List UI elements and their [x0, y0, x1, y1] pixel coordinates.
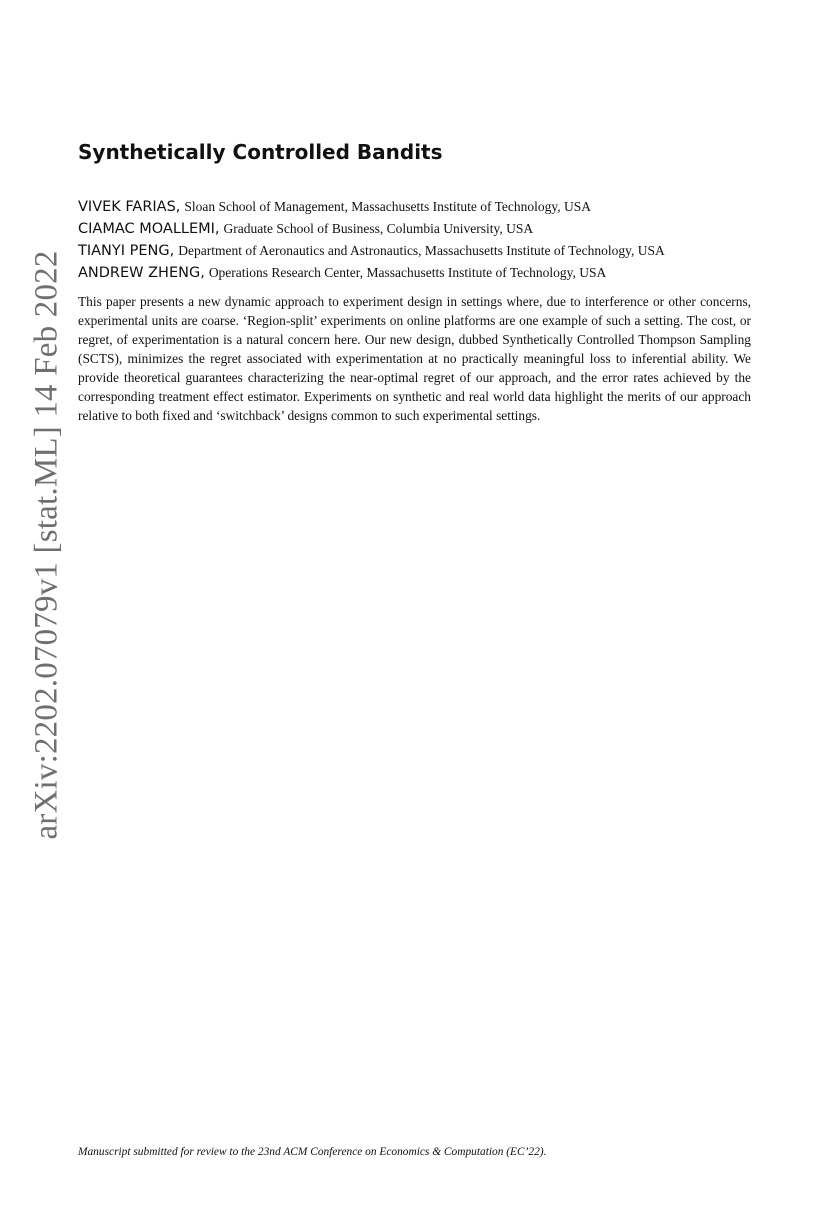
author-name: CIAMAC MOALLEMI, — [78, 221, 220, 237]
author-entry — [78, 240, 778, 262]
arxiv-identifier-stamp: arXiv:2202.07079v1 [stat.ML] 14 Feb 2022 — [28, 250, 65, 840]
author-name: ANDREW ZHENG, — [78, 265, 205, 281]
author-affiliation: Sloan School of Management, Massachusetts Institute of Technology, USA — [184, 199, 592, 214]
author-list — [78, 196, 778, 284]
manuscript-footnote: Manuscript submitted for review to the 23nd ACM Conference on Economics & Computation (EC’22). — [78, 1146, 547, 1158]
author-entry — [78, 196, 778, 218]
author-name: VIVEK FARIAS, — [78, 199, 181, 215]
author-affiliation: Operations Research Center, Massachusetts Institute of Technology, USA — [208, 265, 607, 280]
paper-title: Synthetically Controlled Bandits — [78, 140, 443, 164]
author-entry — [78, 218, 778, 240]
author-name: TIANYI PENG, — [78, 243, 175, 259]
author-affiliation: Department of Aeronautics and Astronautics, Massachusetts Institute of Technology, USA — [178, 243, 665, 258]
author-affiliation: Graduate School of Business, Columbia University, USA — [223, 221, 534, 236]
author-entry — [78, 262, 778, 284]
abstract-paragraph: This paper presents a new dynamic approach to experiment design in settings where, due to interference or other concerns, experimental units are coarse. ‘Region-split’ experiments on online platforms are one example of such a setting. The cost, or regret, of experimentation is a natural concern here. Our new design, dubbed Synthetically Controlled Thompson Sampling (SCTS), minimizes the regret associated with experimentation at no practically meaningful loss to inferential ability. We provide theoretical guarantees characterizing the near-optimal regret of our approach, and the error rates achieved by the corresponding treatment effect estimator. Experiments on synthetic and real world data highlight the merits of our approach relative to both fixed and ‘switchback’ designs common to such experimental settings. — [78, 294, 751, 423]
